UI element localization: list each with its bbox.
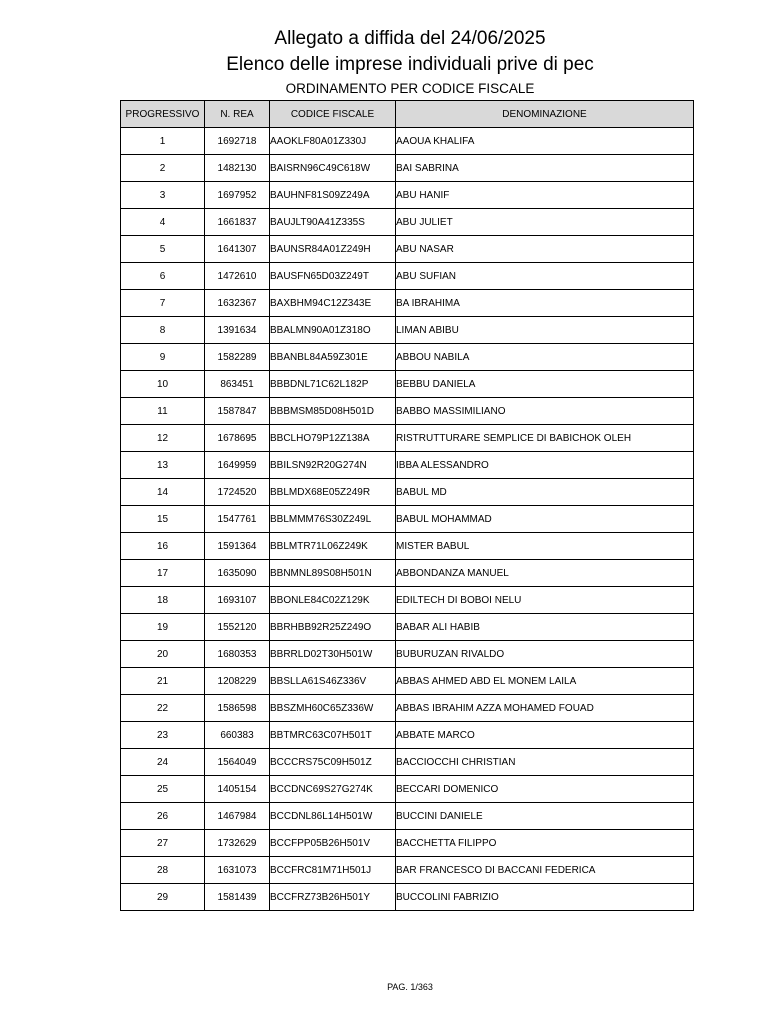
progressivo-cell: 17 <box>121 560 205 587</box>
codice-fiscale-cell: BBRRLD02T30H501W <box>270 641 396 668</box>
denominazione-cell: ABBATE MARCO <box>396 722 694 749</box>
progressivo-cell: 9 <box>121 344 205 371</box>
progressivo-cell: 7 <box>121 290 205 317</box>
progressivo-cell: 13 <box>121 452 205 479</box>
n-rea-cell: 1405154 <box>205 776 270 803</box>
codice-fiscale-cell: BCCDNC69S27G274K <box>270 776 396 803</box>
progressivo-cell: 29 <box>121 884 205 911</box>
progressivo-cell: 16 <box>121 533 205 560</box>
table-row <box>121 155 694 182</box>
table-row <box>121 452 694 479</box>
denominazione-cell: EDILTECH DI BOBOI NELU <box>396 587 694 614</box>
n-rea-cell: 1472610 <box>205 263 270 290</box>
denominazione-cell: BA IBRAHIMA <box>396 290 694 317</box>
n-rea-cell: 1582289 <box>205 344 270 371</box>
n-rea-cell: 1680353 <box>205 641 270 668</box>
denominazione-cell: BUCCOLINI FABRIZIO <box>396 884 694 911</box>
denominazione-cell: LIMAN ABIBU <box>396 317 694 344</box>
codice-fiscale-cell: BBBMSM85D08H501D <box>270 398 396 425</box>
table-row <box>121 749 694 776</box>
table-row <box>121 614 694 641</box>
table-row <box>121 722 694 749</box>
table-row <box>121 641 694 668</box>
table-row <box>121 290 694 317</box>
table-row <box>121 398 694 425</box>
table-row <box>121 128 694 155</box>
denominazione-cell: ABU SUFIAN <box>396 263 694 290</box>
progressivo-cell: 5 <box>121 236 205 263</box>
ordering-label: ORDINAMENTO PER CODICE FISCALE <box>285 81 535 96</box>
progressivo-cell: 12 <box>121 425 205 452</box>
codice-fiscale-cell: BAUJLT90A41Z335S <box>270 209 396 236</box>
n-rea-cell: 1724520 <box>205 479 270 506</box>
table-header-row <box>121 101 694 128</box>
n-rea-cell: 1641307 <box>205 236 270 263</box>
table-body <box>121 128 694 911</box>
codice-fiscale-cell: BBLMMM76S30Z249L <box>270 506 396 533</box>
codice-fiscale-cell: BCCFRZ73B26H501Y <box>270 884 396 911</box>
denominazione-cell: ABU HANIF <box>396 182 694 209</box>
table-row <box>121 695 694 722</box>
codice-fiscale-cell: BBSZMH60C65Z336W <box>270 695 396 722</box>
n-rea-cell: 1631073 <box>205 857 270 884</box>
document-subtitle: Elenco delle imprese individuali prive di pec <box>226 54 594 75</box>
progressivo-cell: 28 <box>121 857 205 884</box>
codice-fiscale-cell: BBLMTR71L06Z249K <box>270 533 396 560</box>
n-rea-cell: 863451 <box>205 371 270 398</box>
document-title: Allegato a diffida del 24/06/2025 <box>274 28 546 49</box>
denominazione-cell: BAI SABRINA <box>396 155 694 182</box>
denominazione-cell: ABBONDANZA MANUEL <box>396 560 694 587</box>
denominazione-cell: RISTRUTTURARE SEMPLICE DI BABICHOK OLEH <box>396 425 694 452</box>
n-rea-cell: 1564049 <box>205 749 270 776</box>
progressivo-cell: 4 <box>121 209 205 236</box>
column-header-codice-fiscale: CODICE FISCALE <box>270 101 396 128</box>
progressivo-cell: 8 <box>121 317 205 344</box>
table-row <box>121 371 694 398</box>
table-row <box>121 668 694 695</box>
table-row <box>121 803 694 830</box>
denominazione-cell: BABUL MD <box>396 479 694 506</box>
codice-fiscale-cell: BCCDNL86L14H501W <box>270 803 396 830</box>
progressivo-cell: 25 <box>121 776 205 803</box>
progressivo-cell: 11 <box>121 398 205 425</box>
page-number: PAG. 1/363 <box>387 982 433 992</box>
table-row <box>121 884 694 911</box>
progressivo-cell: 2 <box>121 155 205 182</box>
denominazione-cell: IBBA ALESSANDRO <box>396 452 694 479</box>
n-rea-cell: 1581439 <box>205 884 270 911</box>
table-row <box>121 560 694 587</box>
document-header <box>0 26 768 99</box>
denominazione-cell: BECCARI DOMENICO <box>396 776 694 803</box>
denominazione-cell: BUCCINI DANIELE <box>396 803 694 830</box>
denominazione-cell: BACCIOCCHI CHRISTIAN <box>396 749 694 776</box>
denominazione-cell: ABBOU NABILA <box>396 344 694 371</box>
table-row <box>121 263 694 290</box>
table-row <box>121 857 694 884</box>
codice-fiscale-cell: BAISRN96C49C618W <box>270 155 396 182</box>
n-rea-cell: 1547761 <box>205 506 270 533</box>
denominazione-cell: ABBAS IBRAHIM AZZA MOHAMED FOUAD <box>396 695 694 722</box>
n-rea-cell: 1552120 <box>205 614 270 641</box>
codice-fiscale-cell: BCCCRS75C09H501Z <box>270 749 396 776</box>
table-row <box>121 506 694 533</box>
n-rea-cell: 1467984 <box>205 803 270 830</box>
codice-fiscale-cell: BBTMRC63C07H501T <box>270 722 396 749</box>
denominazione-cell: BACCHETTA FILIPPO <box>396 830 694 857</box>
codice-fiscale-cell: BBRHBB92R25Z249O <box>270 614 396 641</box>
progressivo-cell: 22 <box>121 695 205 722</box>
codice-fiscale-cell: BBSLLA61S46Z336V <box>270 668 396 695</box>
denominazione-cell: ABBAS AHMED ABD EL MONEM LAILA <box>396 668 694 695</box>
n-rea-cell: 1591364 <box>205 533 270 560</box>
codice-fiscale-cell: BBALMN90A01Z318O <box>270 317 396 344</box>
table-row <box>121 317 694 344</box>
table-row <box>121 236 694 263</box>
table-row <box>121 344 694 371</box>
codice-fiscale-cell: BBLMDX68E05Z249R <box>270 479 396 506</box>
table-row <box>121 425 694 452</box>
n-rea-cell: 1693107 <box>205 587 270 614</box>
n-rea-cell: 1678695 <box>205 425 270 452</box>
codice-fiscale-cell: BBCLHO79P12Z138A <box>270 425 396 452</box>
progressivo-cell: 23 <box>121 722 205 749</box>
progressivo-cell: 19 <box>121 614 205 641</box>
n-rea-cell: 1391634 <box>205 317 270 344</box>
progressivo-cell: 26 <box>121 803 205 830</box>
progressivo-cell: 6 <box>121 263 205 290</box>
table-row <box>121 776 694 803</box>
table-row <box>121 533 694 560</box>
progressivo-cell: 27 <box>121 830 205 857</box>
denominazione-cell: BABAR ALI HABIB <box>396 614 694 641</box>
column-header-n-rea: N. REA <box>205 101 270 128</box>
denominazione-cell: ABU NASAR <box>396 236 694 263</box>
codice-fiscale-cell: BBILSN92R20G274N <box>270 452 396 479</box>
progressivo-cell: 21 <box>121 668 205 695</box>
n-rea-cell: 1586598 <box>205 695 270 722</box>
n-rea-cell: 1692718 <box>205 128 270 155</box>
denominazione-cell: BABBO MASSIMILIANO <box>396 398 694 425</box>
codice-fiscale-cell: BAUHNF81S09Z249A <box>270 182 396 209</box>
progressivo-cell: 20 <box>121 641 205 668</box>
table-row <box>121 209 694 236</box>
n-rea-cell: 660383 <box>205 722 270 749</box>
table-row <box>121 479 694 506</box>
codice-fiscale-cell: BAUSFN65D03Z249T <box>270 263 396 290</box>
progressivo-cell: 24 <box>121 749 205 776</box>
column-header-denominazione: DENOMINAZIONE <box>396 101 694 128</box>
n-rea-cell: 1208229 <box>205 668 270 695</box>
denominazione-cell: ABU JULIET <box>396 209 694 236</box>
n-rea-cell: 1635090 <box>205 560 270 587</box>
codice-fiscale-cell: BAXBHM94C12Z343E <box>270 290 396 317</box>
progressivo-cell: 15 <box>121 506 205 533</box>
denominazione-cell: BAR FRANCESCO DI BACCANI FEDERICA <box>396 857 694 884</box>
table-row <box>121 182 694 209</box>
codice-fiscale-cell: BBONLE84C02Z129K <box>270 587 396 614</box>
progressivo-cell: 18 <box>121 587 205 614</box>
n-rea-cell: 1661837 <box>205 209 270 236</box>
n-rea-cell: 1697952 <box>205 182 270 209</box>
codice-fiscale-cell: BCCFPP05B26H501V <box>270 830 396 857</box>
progressivo-cell: 1 <box>121 128 205 155</box>
companies-table <box>120 100 694 911</box>
n-rea-cell: 1632367 <box>205 290 270 317</box>
progressivo-cell: 14 <box>121 479 205 506</box>
codice-fiscale-cell: BBNMNL89S08H501N <box>270 560 396 587</box>
denominazione-cell: BUBURUZAN RIVALDO <box>396 641 694 668</box>
codice-fiscale-cell: BBANBL84A59Z301E <box>270 344 396 371</box>
denominazione-cell: BEBBU DANIELA <box>396 371 694 398</box>
denominazione-cell: MISTER BABUL <box>396 533 694 560</box>
denominazione-cell: AAOUA KHALIFA <box>396 128 694 155</box>
codice-fiscale-cell: BAUNSR84A01Z249H <box>270 236 396 263</box>
codice-fiscale-cell: AAOKLF80A01Z330J <box>270 128 396 155</box>
progressivo-cell: 3 <box>121 182 205 209</box>
n-rea-cell: 1732629 <box>205 830 270 857</box>
denominazione-cell: BABUL MOHAMMAD <box>396 506 694 533</box>
table-row <box>121 587 694 614</box>
progressivo-cell: 10 <box>121 371 205 398</box>
n-rea-cell: 1649959 <box>205 452 270 479</box>
codice-fiscale-cell: BCCFRC81M71H501J <box>270 857 396 884</box>
n-rea-cell: 1482130 <box>205 155 270 182</box>
column-header-progressivo: PROGRESSIVO <box>121 101 205 128</box>
codice-fiscale-cell: BBBDNL71C62L182P <box>270 371 396 398</box>
table-row <box>121 830 694 857</box>
n-rea-cell: 1587847 <box>205 398 270 425</box>
